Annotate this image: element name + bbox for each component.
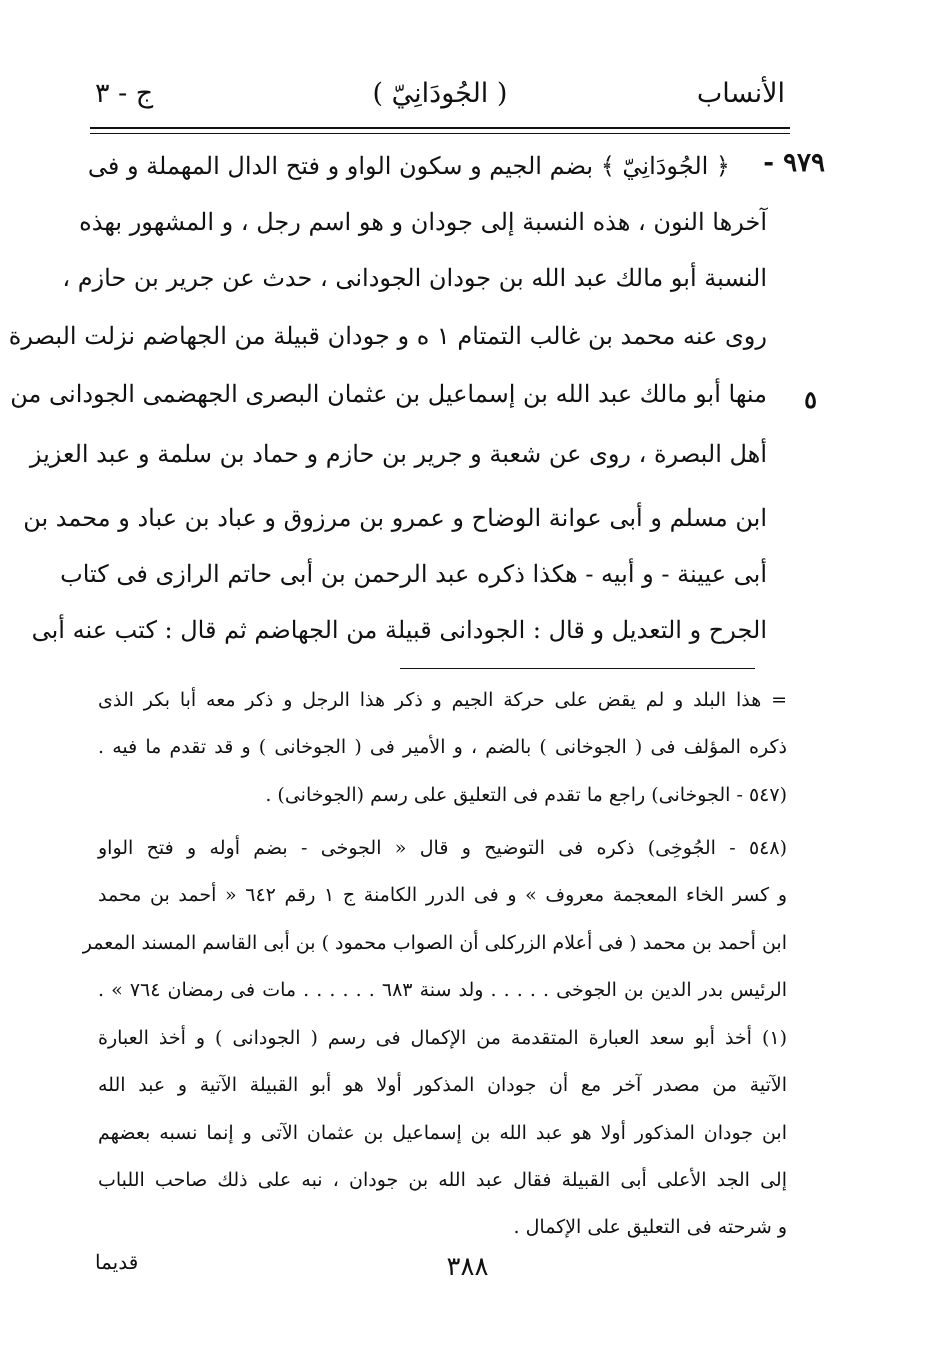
header-book-title: الأنساب	[696, 78, 785, 109]
footnote-line: (٥٤٧ - الجوخانى) راجع ما تقدم فى التعليق على رسم (الجوخانى) .	[265, 784, 787, 806]
header-rule-thin	[90, 133, 790, 134]
footnote-line: الآتية من مصدر آخر مع أن جودان المذكور أولا هو أبو القبيلة الآتية و عبد الله	[98, 1074, 787, 1096]
entry-line: ابن مسلم و أبى عوانة الوضاح و عمرو بن مرزوق و عباد بن عباد و محمد بن	[23, 504, 767, 532]
footnote-line: (١) أخذ أبو سعد العبارة المتقدمة من الإكمال فى رسم ( الجودانى ) و أخذ العبارة	[98, 1027, 787, 1049]
footnote-line: إلى الجد الأعلى أبى القبيلة فقال عبد الله بن جودان ، نبه على ذلك صاحب اللباب	[98, 1169, 787, 1191]
entry-line: النسبة أبو مالك عبد الله بن جودان الجودانى ، حدث عن جرير بن حازم ،	[62, 264, 767, 292]
footnote-separator	[400, 668, 755, 669]
entry-number: ٩٧٩ -	[763, 148, 825, 178]
running-header	[95, 78, 785, 118]
entry-line: روى عنه محمد بن غالب التمتام ١ ه و جودان قبيلة من الجهاضم نزلت البصرة	[8, 322, 767, 350]
page-number: ٣٨٨	[446, 1252, 489, 1282]
entry-line: آخرها النون ، هذه النسبة إلى جودان و هو اسم رجل ، و المشهور بهذه	[79, 208, 767, 236]
footnote-line: الرئيس بدر الدين بن الجوخى . . . . . ولد سنة ٦٨٣ . . . . . . مات فى رمضان ٧٦٤ » .	[98, 979, 787, 1001]
entry-line: ﴿ الجُودَانِيّ ﴾ بضم الجيم و سكون الواو و فتح الدال المهملة و فى	[87, 152, 730, 180]
footnote-line: (٥٤٨ - الجُوخِى) ذكره فى التوضيح و قال « الجوخى - بضم أوله و فتح الواو	[98, 837, 787, 859]
footnote-line: و كسر الخاء المعجمة معروف » و فى الدرر الكامنة ج ١ رقم ٦٤٢ « أحمد بن محمد	[98, 884, 787, 906]
footnote-line: ذكره المؤلف فى ( الجوخانى ) بالضم ، و الأمير فى ( الجوخانى ) و قد تقدم ما فيه .	[98, 736, 787, 758]
header-rule-thick	[90, 127, 790, 129]
footnote-line: ابن جودان المذكور أولا هو عبد الله بن إسماعيل بن عثمان الآتى و إنما نسبه بعضهم	[98, 1122, 787, 1144]
entry-line: أبى عيينة - و أبيه - هكذا ذكره عبد الرحمن بن أبى حاتم الرازى فى كتاب	[60, 560, 767, 588]
footnote-line: ابن أحمد بن محمد ( فى أعلام الزركلى أن الصواب محمود ) بن أبى القاسم المسند المعمر	[82, 932, 787, 954]
entry-line: منها أبو مالك عبد الله بن إسماعيل بن عثمان البصرى الجهضمى الجودانى من	[10, 380, 767, 408]
footnote-line: = هذا البلد و لم يقض على حركة الجيم و ذكر هذا الرجل و ذكر معه أبا بكر الذى	[98, 689, 787, 711]
line-number-marker: ٥	[804, 385, 817, 414]
entry-line: أهل البصرة ، روى عن شعبة و جرير بن حازم و حماد بن سلمة و عبد العزيز	[29, 440, 767, 468]
catchword: قديما	[95, 1250, 139, 1274]
footnote-line: و شرحته فى التعليق على الإكمال .	[513, 1216, 787, 1238]
entry-line: الجرح و التعديل و قال : الجودانى قبيلة من الجهاضم ثم قال : كتب عنه أبى	[31, 616, 767, 644]
header-volume: ج - ٣	[95, 78, 154, 109]
header-entry-title: ( الجُودَانِيّ )	[372, 78, 508, 109]
